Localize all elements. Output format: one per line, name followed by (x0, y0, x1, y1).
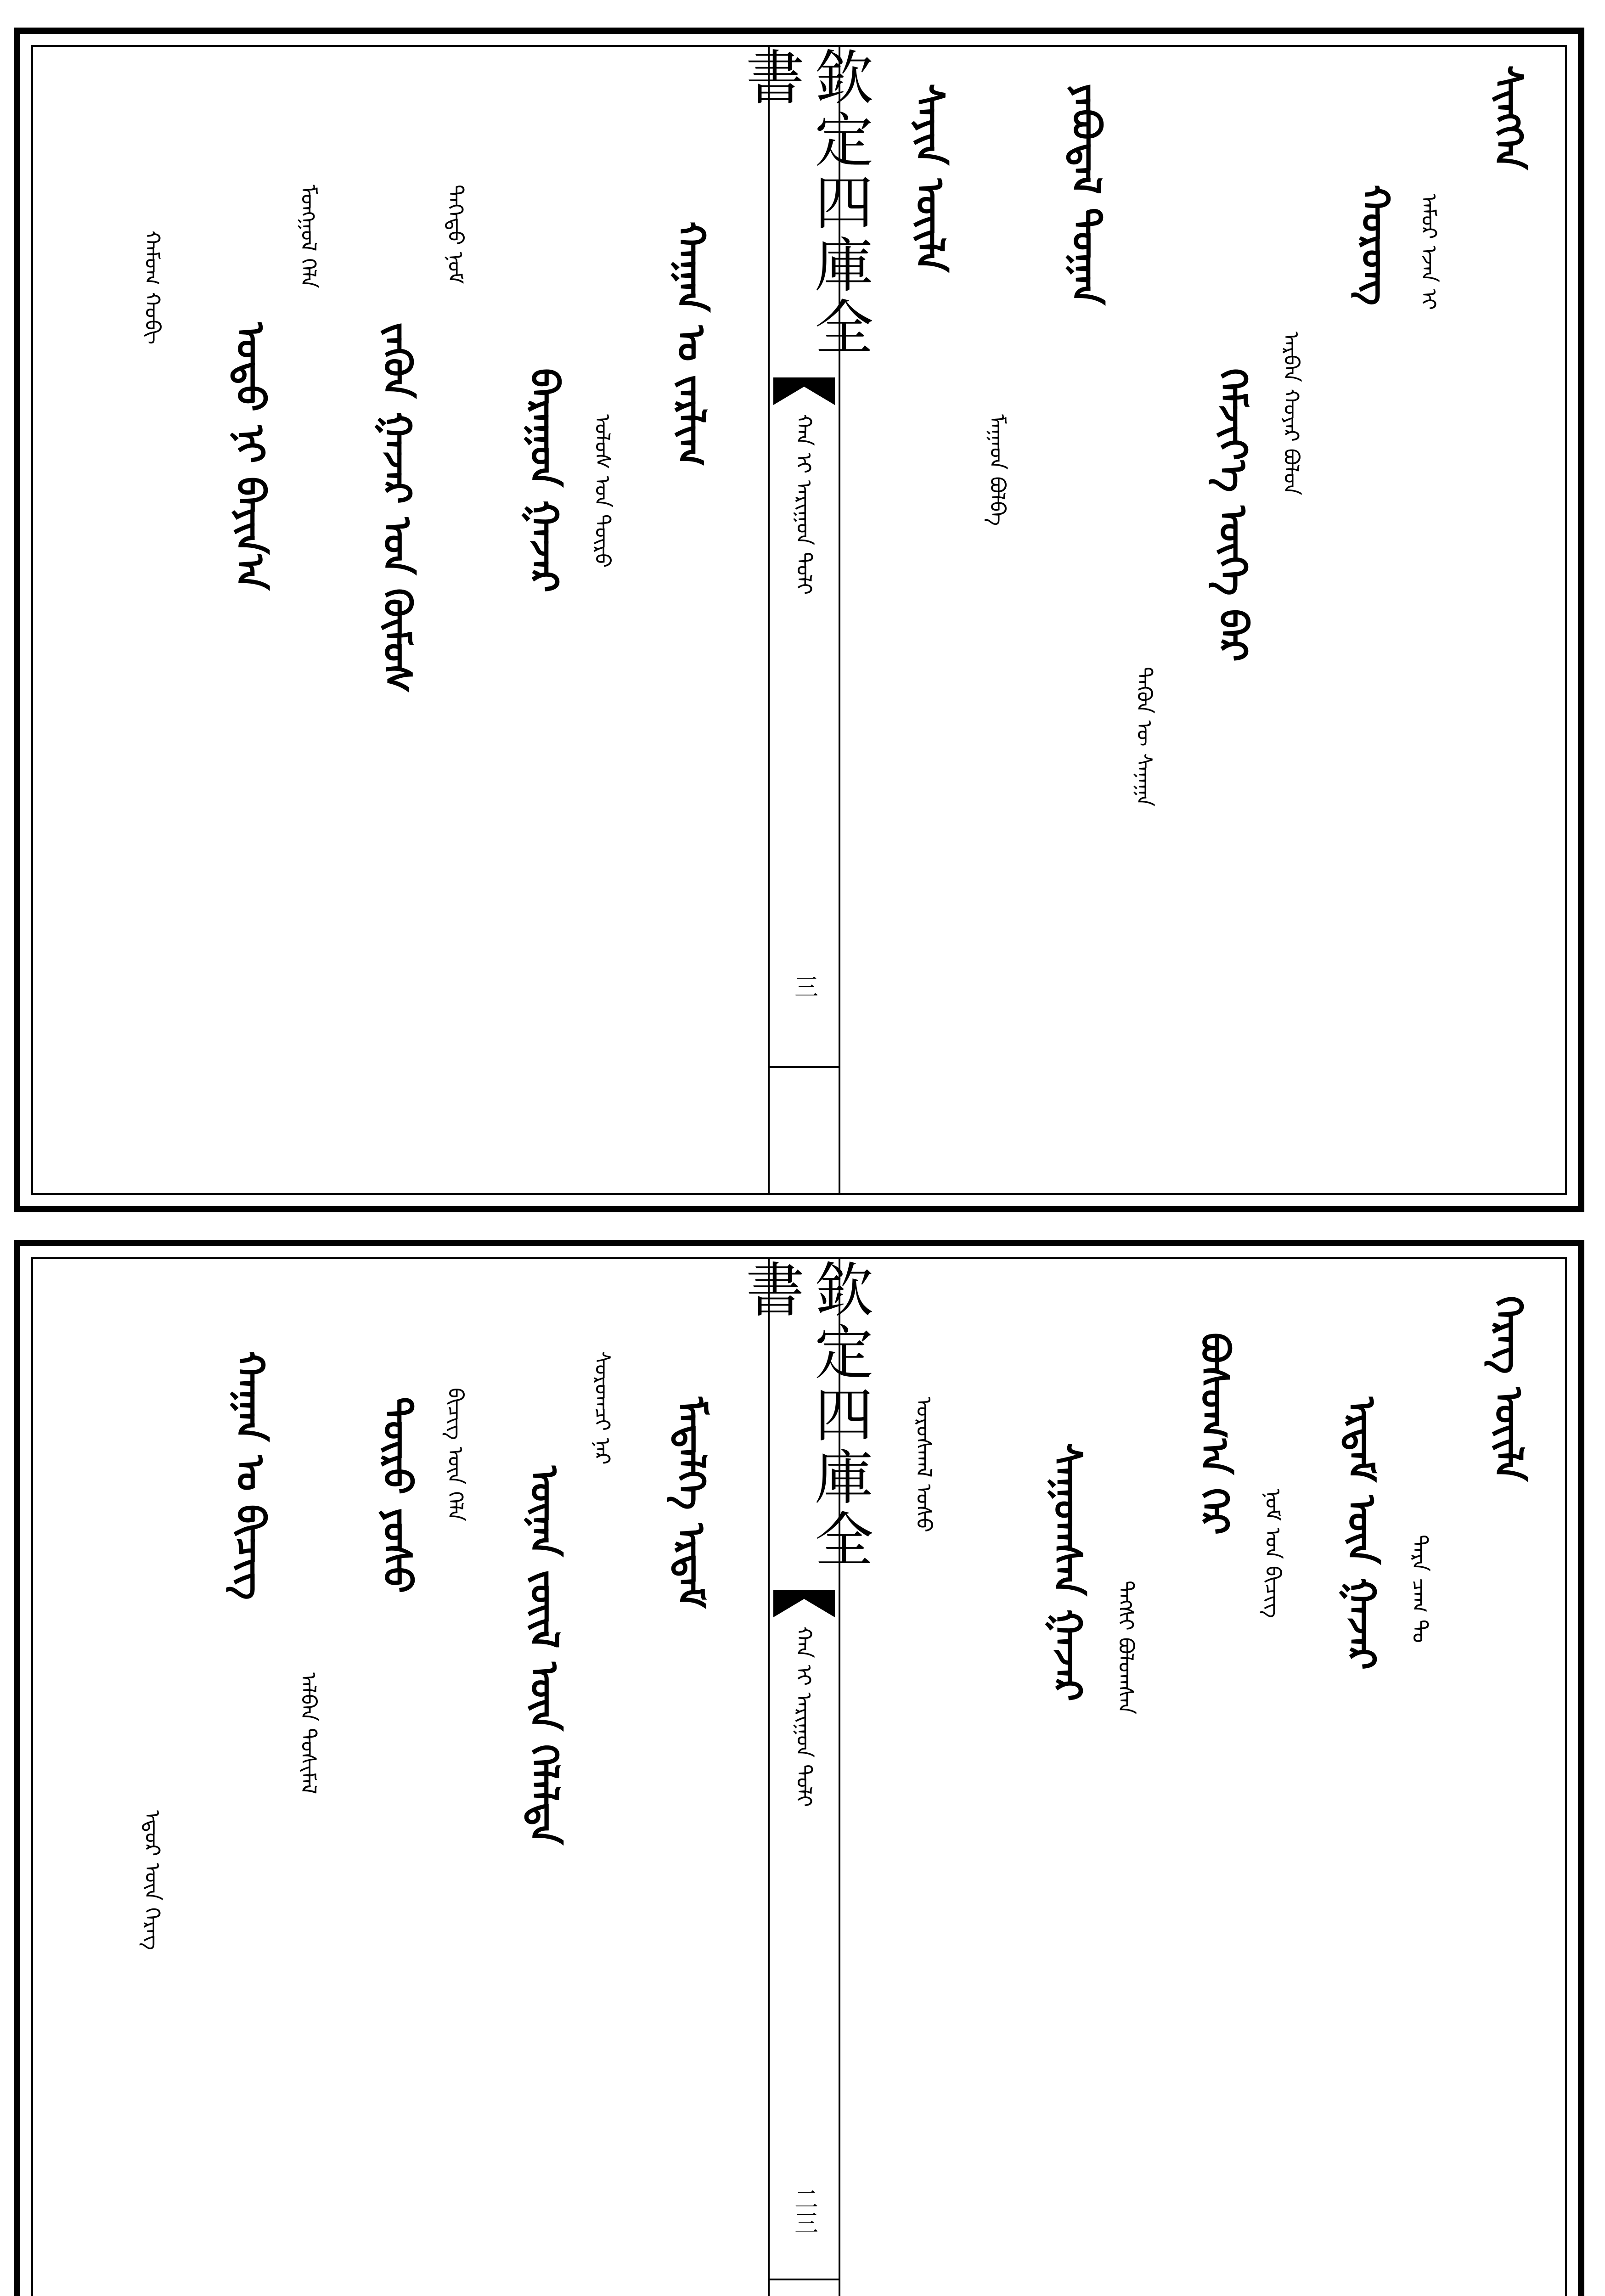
text-column: ᠵᠡᠭᠦᠨ ᠭᠠᠵᠠᠷ ᠤᠨ ᠬᠦᠮᠦᠰ (375, 322, 420, 693)
text-column: ᠰᠤᠷᠤᠭᠴᠢ ᠨᠠᠷ (590, 1351, 615, 1465)
text-column: ᠰᠠᠭᠤᠭᠰᠠᠨ ᠭᠠᠵᠠᠷ (1045, 1443, 1090, 1701)
text-column: ᠲᠦᠷᠦ ᠶᠣᠰᠤ (375, 1397, 420, 1593)
text-column: ᠠᠮᠤᠷ ᠡᠵᠡᠨ ᠢ (1417, 194, 1442, 310)
text-column: ᠬᠠᠭᠠᠨ ᠤ ᠵᠠᠷᠯᠢᠭ (669, 221, 714, 467)
sheet-two-frame (31, 1257, 1567, 2296)
spine-two (736, 1259, 873, 2296)
spine-title: 欽定四庫全書 (736, 1259, 873, 1571)
folio-number: 三 (790, 974, 818, 998)
spine-one (736, 47, 873, 1193)
text-column: ᠰᠢᠩᠭᠡᠨ (1486, 65, 1531, 170)
text-column: ᠬᠡᠮᠵᠢᠶ᠎ᠡ ᠦᠭᠡ ᠪᠠᠷ (1211, 368, 1256, 662)
spine-subtitle: ᠬᠠᠨ ᠢ ᠠᠷᠢᠭᠤᠨ ᠲᠣᠯᠢ (792, 1626, 817, 1807)
text-column: ᠤᠷᠤᠰᠬᠠᠯ ᠤᠰᠤ (912, 1397, 936, 1532)
text-column: ᠮᠠᠭᠠᠳ ᠪᠣᠯᠪᠠ (985, 414, 1010, 526)
text-column: ᠬᠠᠭᠠᠨ ᠤ ᠪᠢᠴᠢᠭ (228, 1351, 273, 1600)
sheet-one-frame (31, 45, 1567, 1195)
sheet-one (14, 28, 1584, 1212)
fish-tail-ornament (773, 377, 835, 405)
spine-subtitle: ᠬᠠᠨ ᠢ ᠠᠷᠢᠭᠤᠨ ᠲᠣᠯᠢ (792, 414, 817, 595)
text-column: ᠲᠡᠭᠰᠢ ᠪᠣᠯᠤᠭᠰᠠᠨ (1114, 1581, 1138, 1715)
text-column: ᠳᠡᠭᠡᠳᠦ ᠨᠣᠮ (443, 185, 468, 284)
text-column: ᠨᠣᠮ ᠤᠨ ᠪᠢᠴᠢᠭ (1261, 1489, 1285, 1618)
spine-rule (770, 2279, 839, 2280)
text-column: ᠤᠯᠤᠰ ᠤᠨ ᠲᠥᠷᠦ (590, 414, 615, 568)
text-column: ᠪᠣᠰᠤᠭ᠎ᠠ ᠭᠡᠷ (1192, 1333, 1237, 1535)
text-column: ᠬᠡᠷᠡᠭ ᠦᠢᠯᠡ (1486, 1296, 1531, 1481)
text-column: ᠠᠯᠪᠠᠨ ᠲᠤᠰᠢᠮᠡᠯ (296, 1672, 321, 1795)
spine-rule (770, 1066, 839, 1068)
sheet-two (14, 1240, 1584, 2296)
text-column: ᠬᠠᠮᠤᠭ ᠬᠤᠪᠢ (140, 231, 165, 345)
text-column: ᠲᠡᠷᠡ ᠴᠠᠭ ᠲᠤ (1408, 1535, 1432, 1643)
text-column: ᠲᠡᠭᠦᠨ ᠦ ᠰᠠᠨᠠᠭᠠ (1132, 667, 1157, 807)
text-column: ᠠᠷᠪᠠᠨ ᠬᠣᠶᠠᠷ ᠪᠣᠯᠤᠨ (1279, 332, 1304, 495)
text-column: ᠰᠠᠶᠢᠨ ᠦᠢᠯᠡ (907, 84, 952, 273)
text-column: ᠦᠨᠡᠨ ᠵᠦᠢᠯ ᠦᠨ ᠬᠡᠯᠡᠯᠲᠡ (522, 1466, 567, 1845)
text-column: ᠪᠠᠷᠠᠭᠤᠨ ᠭᠠᠵᠠᠷ (522, 368, 567, 593)
text-column: ᠶᠠᠪᠤᠳᠠᠯ ᠲᠣᠭᠠᠨ (1064, 84, 1109, 305)
spine-title: 欽定四庫全書 (736, 47, 873, 359)
text-column: ᠮᠡᠳᠡᠯᠭᠡ ᠡᠷᠳᠡᠮ (669, 1397, 714, 1609)
text-column: ᠮᠣᠩᠭᠣᠯ ᠬᠡᠯᠡ (296, 185, 321, 288)
fish-tail-ornament (773, 1590, 835, 1617)
text-column: ᠡᠳᠦᠷ ᠦᠨ ᠬᠡᠷᠡᠭ (140, 1810, 165, 1950)
text-column: ᠡᠷᠳᠡᠮ ᠦᠨ ᠭᠠᠵᠠᠷ (1339, 1397, 1384, 1670)
text-column: ᠬᠤᠷᠤᠩ (1353, 185, 1398, 306)
text-column: ᠪᠢᠴᠢᠭ ᠦᠨ ᠬᠡᠯᠡ (443, 1388, 468, 1521)
text-column: ᠣᠳᠣ ᠨᠢ ᠪᠠᠶᠢᠨ᠎ᠠ (228, 322, 273, 591)
folio-number: 二三 (790, 2187, 818, 2234)
